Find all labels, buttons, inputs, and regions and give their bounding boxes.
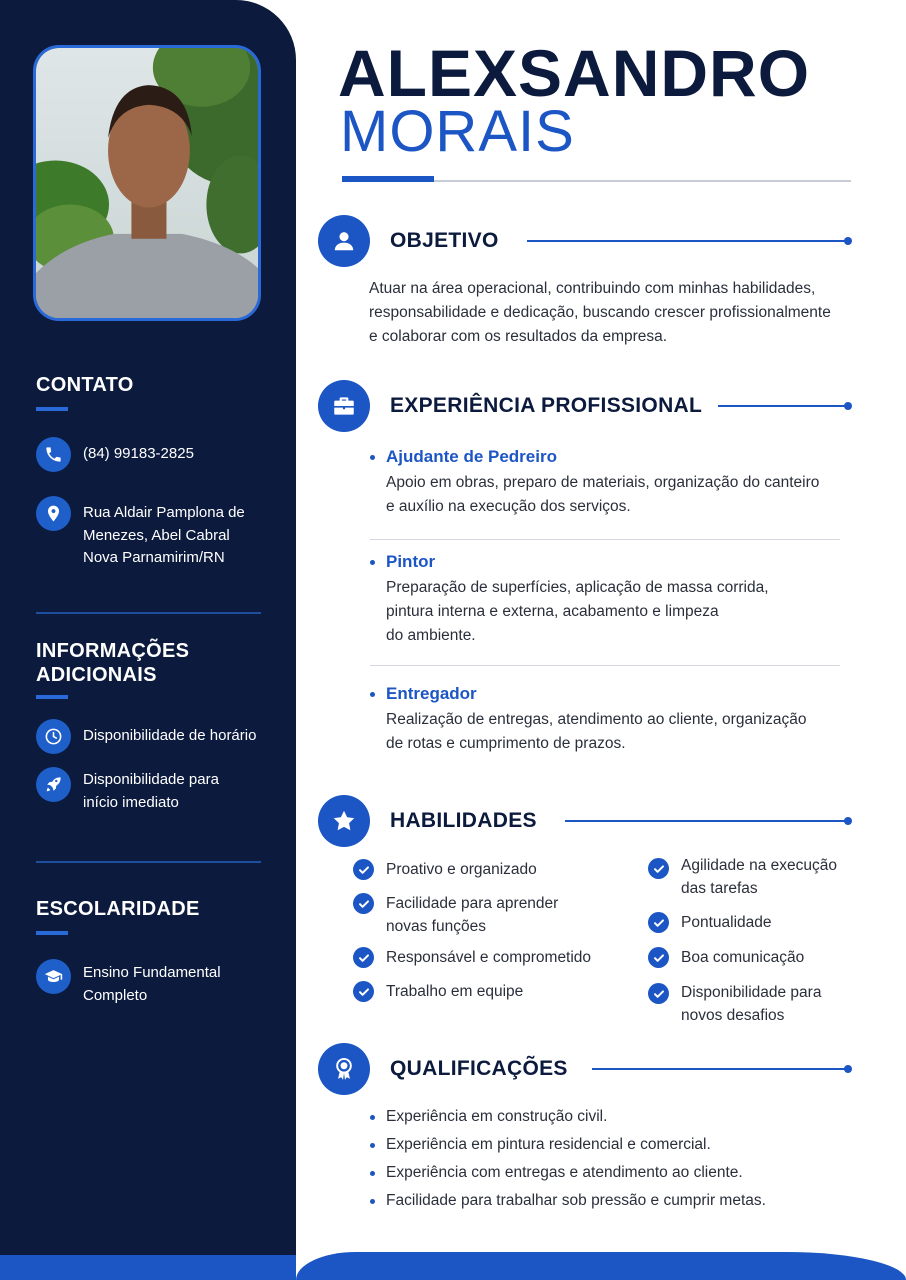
first-name: ALEXSANDRO <box>338 36 811 110</box>
bullet-dot <box>370 560 375 565</box>
education-heading: ESCOLARIDADE <box>36 898 200 920</box>
skill-label: Responsável e comprometido <box>386 949 592 966</box>
additional-info-heading: INFORMAÇÕES ADICIONAIS <box>36 640 190 686</box>
job-title: Pintor <box>386 552 436 571</box>
objective-text: Atuar na área operacional, contribuindo com minhas habilidades, responsabilidade e dedicação, buscando crescer profissionalmente e colaborar com os resultados da empresa. <box>369 280 831 345</box>
contact-address <box>36 496 245 570</box>
additional-item-label: Disponibilidade para início imediato <box>83 771 219 811</box>
skill-item <box>353 892 558 938</box>
skills-heading-dot <box>844 817 852 825</box>
qualification-item <box>370 1162 743 1184</box>
bullet-dot <box>370 1143 375 1148</box>
location-pin-icon <box>36 496 71 531</box>
skill-item <box>353 946 591 969</box>
experience-heading: EXPERIÊNCIA PROFISSIONAL <box>390 394 703 417</box>
phone-number: (84) 99183-2825 <box>83 445 194 462</box>
skill-label: Facilidade para aprender novas funções <box>386 895 559 935</box>
skill-item <box>648 946 804 969</box>
bullet-dot <box>370 1199 375 1204</box>
star-icon <box>331 808 357 834</box>
bullet-dot <box>370 692 375 697</box>
bottom-band <box>296 1252 906 1280</box>
address-text: Rua Aldair Pamplona de Menezes, Abel Cabral Nova Parnamirim/RN <box>83 504 245 566</box>
job-entry <box>370 445 840 519</box>
user-icon <box>331 228 357 254</box>
experience-heading-dot <box>844 402 852 410</box>
skill-item <box>648 911 772 934</box>
qualification-text: Experiência com entregas e atendimento ao cliente. <box>386 1164 743 1181</box>
skill-label: Proativo e organizado <box>386 861 537 878</box>
objective-section-icon <box>318 215 370 267</box>
skills-heading: HABILIDADES <box>390 809 537 832</box>
education-item <box>36 959 221 1007</box>
check-icon <box>648 912 669 933</box>
skills-section-icon <box>318 795 370 847</box>
qualifications-section-icon <box>318 1043 370 1095</box>
skill-label: Pontualidade <box>681 914 772 931</box>
job-entry <box>370 550 840 648</box>
check-icon <box>353 947 374 968</box>
additional-item-start <box>36 767 219 814</box>
skill-label: Trabalho em equipe <box>386 983 524 1000</box>
job-title: Entregador <box>386 684 477 703</box>
skill-label: Boa comunicação <box>681 949 805 966</box>
graduation-cap-icon <box>36 959 71 994</box>
contact-heading-accent <box>36 407 68 411</box>
check-icon <box>353 859 374 880</box>
qualification-item <box>370 1190 766 1212</box>
skills-heading-line <box>565 820 847 822</box>
job-entry <box>370 682 840 756</box>
qualification-item <box>370 1134 711 1156</box>
name-underline-accent <box>342 176 434 182</box>
bullet-dot <box>370 455 375 460</box>
qualifications-heading-line <box>592 1068 847 1070</box>
qualifications-heading: QUALIFICAÇÕES <box>390 1057 568 1080</box>
phone-icon <box>36 437 71 472</box>
contact-heading: CONTATO <box>36 374 134 396</box>
check-icon <box>353 981 374 1002</box>
objective-heading: OBJETIVO <box>390 229 499 252</box>
experience-section-icon <box>318 380 370 432</box>
additional-item-label: Disponibilidade de horário <box>83 727 257 744</box>
objective-heading-dot <box>844 237 852 245</box>
qualification-text: Facilidade para trabalhar sob pressão e cumprir metas. <box>386 1192 766 1209</box>
check-icon <box>648 858 669 879</box>
skill-label: Disponibilidade para novos desafios <box>681 984 822 1024</box>
job-description: Preparação de superfícies, aplicação de massa corrida, pintura interna e externa, acabamento e limpeza do ambiente. <box>386 579 769 644</box>
job-separator <box>370 665 840 666</box>
check-icon <box>648 947 669 968</box>
skill-label: Agilidade na execução das tarefas <box>681 857 837 897</box>
qualification-text: Experiência em construção civil. <box>386 1108 608 1125</box>
skill-item <box>353 980 523 1003</box>
qualification-item <box>370 1106 607 1128</box>
bottom-band-left <box>0 1255 296 1280</box>
additional-item-schedule <box>36 719 256 754</box>
qualification-text: Experiência em pintura residencial e comercial. <box>386 1136 711 1153</box>
contact-phone <box>36 437 194 472</box>
education-text: Ensino Fundamental Completo <box>83 964 221 1004</box>
job-separator <box>370 539 840 540</box>
job-title: Ajudante de Pedreiro <box>386 447 557 466</box>
education-heading-accent <box>36 931 68 935</box>
job-description: Apoio em obras, preparo de materiais, organização do canteiro e auxílio na execução dos serviços. <box>386 474 820 515</box>
last-name: MORAIS <box>340 99 575 164</box>
job-description: Realização de entregas, atendimento ao cliente, organização de rotas e cumprimento de prazos. <box>386 711 807 752</box>
profile-photo <box>33 45 261 321</box>
sidebar-divider <box>36 612 261 614</box>
sidebar-divider <box>36 861 261 863</box>
rocket-icon <box>36 767 71 802</box>
award-ribbon-icon <box>331 1056 357 1082</box>
objective-heading-line <box>527 240 847 242</box>
skill-item <box>353 858 537 881</box>
bullet-dot <box>370 1171 375 1176</box>
experience-heading-line <box>718 405 847 407</box>
check-icon <box>648 983 669 1004</box>
qualifications-heading-dot <box>844 1065 852 1073</box>
additional-info-heading-accent <box>36 695 68 699</box>
skill-item <box>648 854 837 900</box>
clock-icon <box>36 719 71 754</box>
briefcase-icon <box>331 393 357 419</box>
bullet-dot <box>370 1115 375 1120</box>
check-icon <box>353 893 374 914</box>
skill-item <box>648 981 821 1027</box>
